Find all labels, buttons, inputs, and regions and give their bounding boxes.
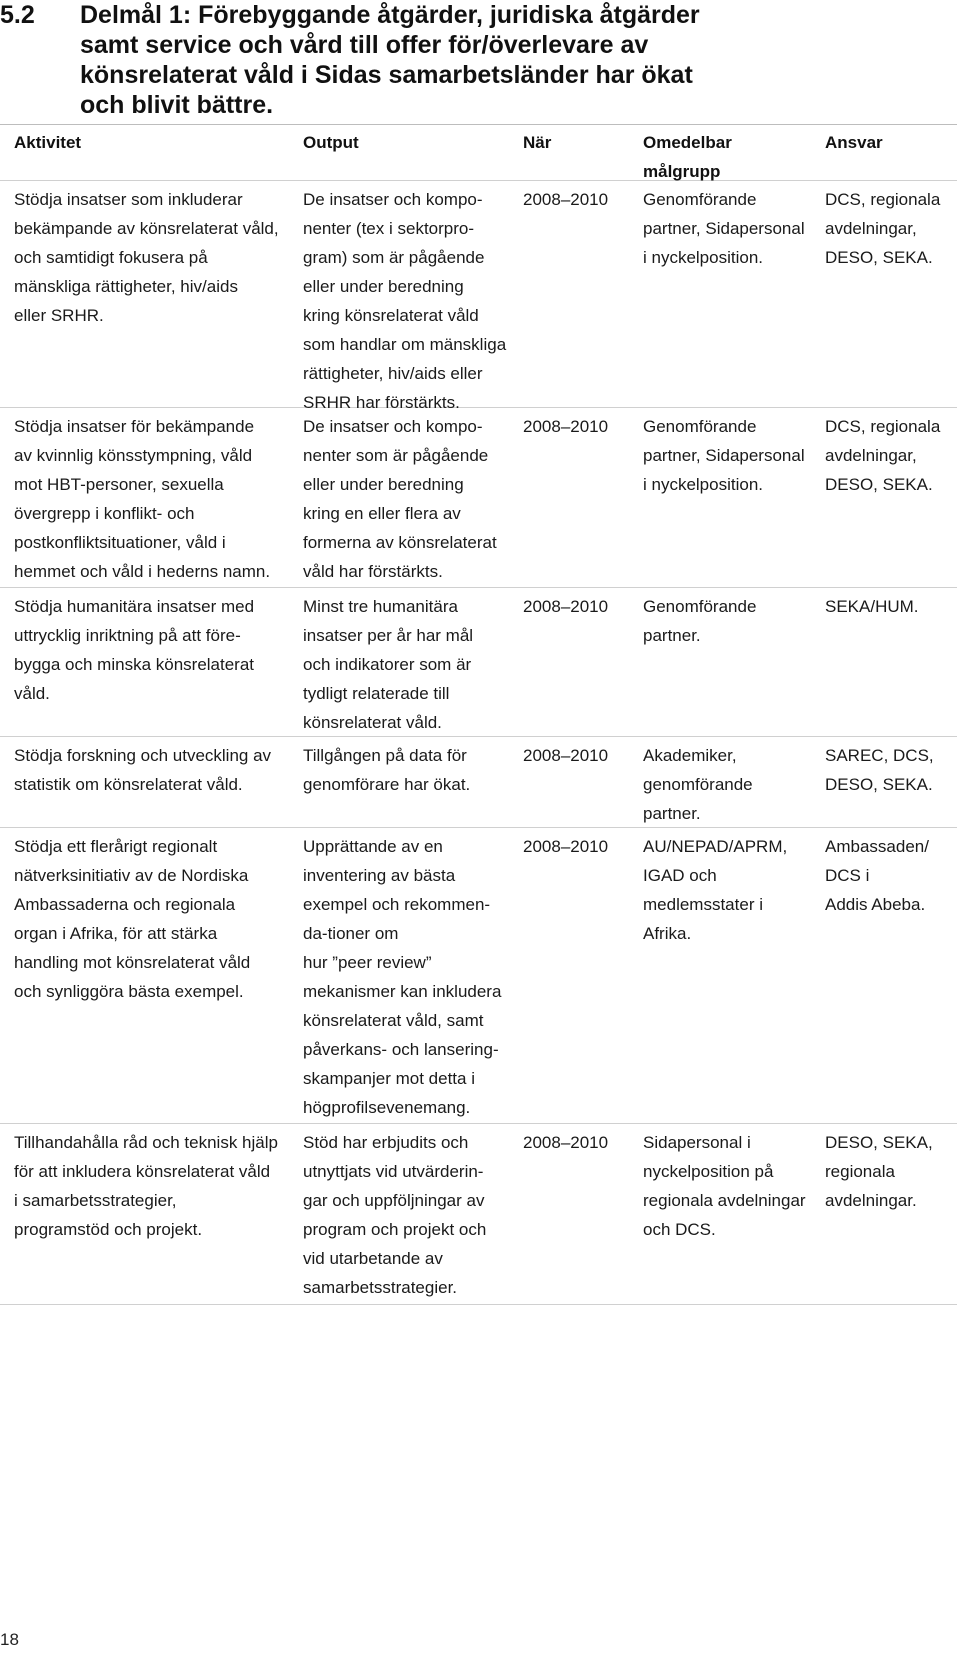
header-malgrupp: Omedelbar målgrupp: [643, 133, 732, 181]
cell-aktivitet: Stödja humanitära insatser med uttrycklig inriktning på att före- bygga och minska könsrelaterat våld.: [14, 597, 255, 703]
cell-output: Tillgången på data för genomförare har ökat.: [303, 746, 471, 794]
header-aktivitet: Aktivitet: [14, 133, 82, 152]
table-row: [0, 588, 957, 737]
cell-nar: 2008–2010: [523, 190, 609, 209]
cell-aktivitet: Stödja ett flerårigt regionalt nätverksinitiativ av de Nordiska Ambassaderna och regionala organ i Afrika, för att stärka handling mot könsrelaterat våld och synliggöra bästa exempel.: [14, 837, 251, 1001]
cell-aktivitet: Stödja insatser som inkluderar bekämpande av könsrelaterat våld, och samtidigt fokusera på mänskliga rättigheter, hiv/aids eller SRHR.: [14, 190, 279, 325]
cell-malgrupp: Akademiker, genomförande partner.: [643, 746, 753, 823]
cell-output: Stöd har erbjudits och utnyttjats vid utvärderin- gar och uppföljningar av program och projekt och vid utarbetande av samarbetsstrategier.: [303, 1133, 487, 1297]
cell-nar: 2008–2010: [523, 837, 609, 856]
cell-ansvar: DESO, SEKA, regionala avdelningar.: [825, 1133, 933, 1210]
activity-table: [0, 124, 957, 1305]
cell-nar: 2008–2010: [523, 597, 609, 616]
table-row: [0, 737, 957, 828]
cell-ansvar: DCS, regionala avdelningar, DESO, SEKA.: [825, 417, 941, 494]
cell-aktivitet: Stödja forskning och utveckling av statistik om könsrelaterat våld.: [14, 746, 272, 794]
cell-malgrupp: Sidapersonal i nyckelposition på regionala avdelningar och DCS.: [643, 1133, 806, 1239]
table-row: [0, 1124, 957, 1305]
cell-output: Minst tre humanitära insatser per år har mål och indikatorer som är tydligt relaterade till könsrelaterat våld.: [303, 597, 474, 732]
header-output: Output: [303, 133, 359, 152]
cell-malgrupp: Genomförande partner, Sidapersonal i nyckelposition.: [643, 190, 805, 267]
cell-malgrupp: AU/NEPAD/APRM, IGAD och medlemsstater i Afrika.: [643, 837, 788, 943]
cell-aktivitet: Tillhandahålla råd och teknisk hjälp för att inkludera könsrelaterat våld i samarbetsstrategier, programstöd och projekt.: [14, 1133, 278, 1239]
cell-ansvar: SAREC, DCS, DESO, SEKA.: [825, 746, 934, 794]
table-row: [0, 828, 957, 1124]
page-number: 18: [0, 1630, 19, 1649]
table-row: [0, 181, 957, 412]
cell-nar: 2008–2010: [523, 1133, 609, 1152]
cell-output: Upprättande av en inventering av bästa exempel och rekommen- da-tioner om hur ”peer review” mekanismer kan inkludera könsrelaterat våld, samt påverkans- och lansering- skampanjer mot detta i högprofilsevenemang.: [303, 837, 502, 1117]
cell-ansvar: SEKA/HUM.: [825, 597, 919, 616]
table-row: [0, 408, 957, 588]
cell-ansvar: DCS, regionala avdelningar, DESO, SEKA.: [825, 190, 941, 267]
section-number: 5.2: [0, 1, 35, 29]
cell-output: De insatser och kompo- nenter (tex i sektorpro- gram) som är pågående eller under beredning kring könsrelaterat våld som handlar om mänskliga rättigheter, hiv/aids eller SRHR har förstärkts.: [303, 190, 507, 412]
cell-nar: 2008–2010: [523, 417, 609, 436]
cell-malgrupp: Genomförande partner, Sidapersonal i nyckelposition.: [643, 417, 805, 494]
section-title: Delmål 1: Förebyggande åtgärder, juridiska åtgärder samt service och vård till offer för/överlevare av könsrelaterat våld i Sidas samarbetsländer har ökat och blivit bättre.: [80, 1, 700, 119]
cell-ansvar: Ambassaden/ DCS i Addis Abeba.: [825, 837, 929, 914]
header-nar: När: [523, 133, 552, 152]
cell-aktivitet: Stödja insatser för bekämpande av kvinnlig könsstympning, våld mot HBT-personer, sexuella övergrepp i konflikt- och postkonfliktsituationer, våld i hemmet och våld i hederns namn.: [14, 417, 271, 581]
cell-output: De insatser och kompo- nenter som är pågående eller under beredning kring en eller flera av formerna av könsrelaterat våld har förstärkts.: [303, 417, 497, 581]
cell-malgrupp: Genomförande partner.: [643, 597, 757, 645]
table-header-row: [0, 125, 957, 181]
cell-nar: 2008–2010: [523, 746, 609, 765]
header-ansvar: Ansvar: [825, 133, 883, 152]
